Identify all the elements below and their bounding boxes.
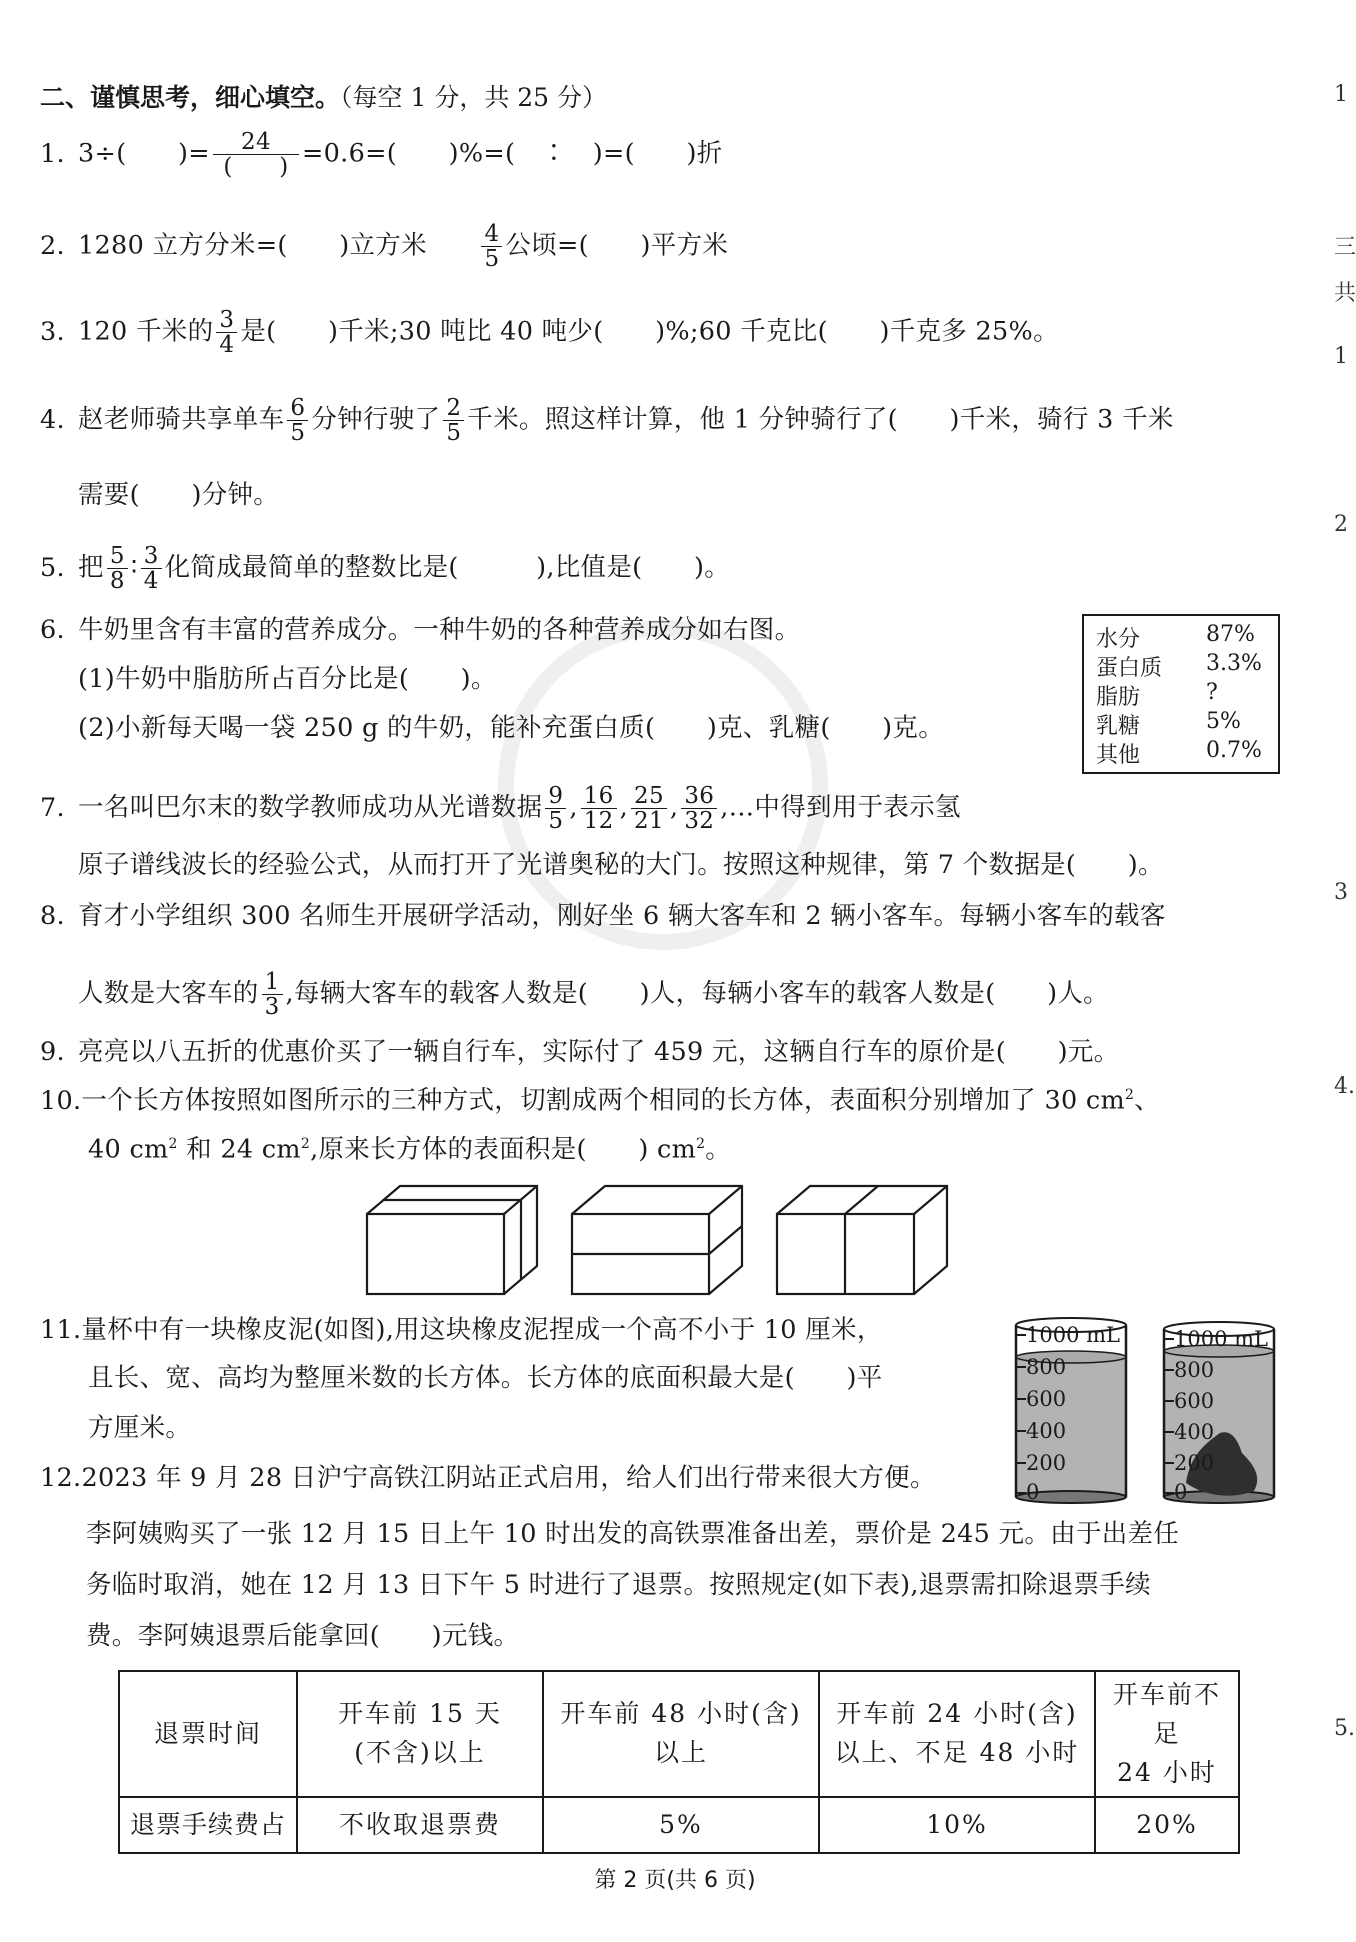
fraction-numerator: 3 <box>219 307 235 333</box>
q8-part-a: 人数是大客车的 <box>78 978 259 1009</box>
header-line: 开车前 24 小时(含) <box>836 1699 1078 1729</box>
fraction-numerator: 2 <box>446 395 462 421</box>
margin-fragment: 共 <box>1334 281 1356 306</box>
margin-fragment: 5. <box>1334 1716 1355 1741</box>
nutrient-value: ? <box>1206 680 1218 705</box>
q1-part-b: =0.6=( )%=( ∶ )=( )折 <box>301 138 723 169</box>
fraction-denominator: 32 <box>681 808 717 833</box>
nutrient-value: 0.7% <box>1206 738 1262 763</box>
fraction-numerator: 16 <box>583 783 614 809</box>
fraction-denominator: 5 <box>287 420 308 445</box>
q7-part-b: ,…中得到用于表示氢 <box>720 792 961 823</box>
cup-1-label-800: 800 <box>1026 1355 1067 1379</box>
cup-2-label-0: 0 <box>1174 1480 1188 1504</box>
cuboid-cut-3 <box>777 1186 947 1294</box>
table-cell: 20% <box>1095 1797 1239 1853</box>
table-header-cell <box>1095 1671 1239 1797</box>
cuboid-cut-1 <box>367 1186 537 1294</box>
question-12-line-4: 费。李阿姨退票后能拿回( )元钱。 <box>86 1621 520 1651</box>
q5-part-b: 化简成最简单的整数比是( ),比值是( )。 <box>164 552 731 583</box>
table-cell: 不收取退票费 <box>297 1797 543 1853</box>
question-number: 7. <box>40 792 65 823</box>
table-cell: 10% <box>819 1797 1095 1853</box>
question-number: 1. <box>40 138 65 169</box>
refund-fee-table <box>118 1670 1240 1854</box>
superscript: 2 <box>696 1136 706 1152</box>
fraction-numerator: 1 <box>264 969 280 995</box>
header-line: 开车前 15 天 <box>338 1699 502 1729</box>
table-header-cell <box>819 1671 1095 1797</box>
question-7-line-2: 原子谱线波长的经验公式，从而打开了光谱奥秘的大门。按照这种规律，第 7 个数据是( )。 <box>78 850 1164 880</box>
question-number: 5. <box>40 552 65 583</box>
table-header-cell: 退票时间 <box>119 1671 297 1797</box>
margin-fragment: 3 <box>1334 880 1348 905</box>
question-number: 2. <box>40 230 65 261</box>
q6-text: 牛奶里含有丰富的营养成分。一种牛奶的各种营养成分如右图。 <box>78 615 801 645</box>
cup-1-label-200: 200 <box>1026 1451 1067 1475</box>
question-number: 3. <box>40 316 65 347</box>
fraction-numerator: 25 <box>634 783 664 809</box>
q7-separator: , <box>669 792 679 823</box>
nutrient-value: 3.3% <box>1206 651 1262 676</box>
fraction-numerator: 36 <box>684 783 715 809</box>
q4-part-c: 千米。照这样计算，他 1 分钟骑行了( )千米，骑行 3 千米 <box>467 404 1174 435</box>
section-heading-score: （每空 1 分，共 25 分） <box>340 83 608 112</box>
q10-part-b: 、 <box>1134 1085 1161 1116</box>
fraction-numerator: 9 <box>548 783 564 809</box>
q4-part-a: 赵老师骑共享单车 <box>78 404 285 435</box>
q7-part-a: 一名叫巴尔末的数学教师成功从光谱数据 <box>78 792 543 823</box>
q9-text: 亮亮以八五折的优惠价买了一辆自行车，实际付了 459 元，这辆自行车的原价是( )元。 <box>78 1037 1120 1067</box>
cup-2-label-1000: 1000 mL <box>1174 1327 1268 1351</box>
fraction-numerator: 4 <box>484 221 500 247</box>
superscript: 2 <box>300 1136 311 1152</box>
q11-line-1: 量杯中有一块橡皮泥(如图),用这块橡皮泥捏成一个高不小于 10 厘米， <box>81 1315 883 1345</box>
question-4-line-2: 需要( )分钟。 <box>78 480 280 510</box>
fraction-denominator: 4 <box>216 332 237 357</box>
question-number: 6. <box>40 615 65 645</box>
q4-part-b: 分钟行驶了 <box>311 404 441 435</box>
cup-2-label-400: 400 <box>1174 1420 1215 1444</box>
margin-fragment: 1 <box>1334 82 1348 107</box>
question-11-line-3: 方厘米。 <box>88 1413 192 1443</box>
cup-1-label-0: 0 <box>1026 1480 1040 1504</box>
fraction-denominator: 12 <box>581 808 617 833</box>
header-line: 开车前 48 小时(含) <box>560 1699 802 1729</box>
fraction-denominator: 4 <box>141 568 162 593</box>
question-6-sub-1: (1)牛奶中脂肪所占百分比是( )。 <box>78 664 497 694</box>
q10-text: 和 24 cm <box>177 1134 301 1165</box>
table-header-cell <box>543 1671 819 1797</box>
fraction-numerator: 3 <box>143 543 159 569</box>
question-12-line-3: 务临时取消，她在 12 月 13 日下午 5 时进行了退票。按照规定(如下表),退票需扣除退票手续 <box>86 1570 1151 1600</box>
fraction-denominator: 3 <box>262 994 283 1019</box>
question-number: 8. <box>40 901 65 931</box>
q5-part-a: 把 <box>78 552 104 583</box>
fraction-denominator: 21 <box>631 808 667 833</box>
q10-text: ,原来长方体的表面积是( ) cm <box>310 1134 697 1165</box>
cup-2-label-200: 200 <box>1174 1451 1215 1475</box>
margin-fragment: 2 <box>1334 512 1348 537</box>
q8-part-b: ,每辆大客车的载客人数是( )人，每辆小客车的载客人数是( )人。 <box>285 978 1109 1009</box>
fraction-denominator: 5 <box>443 420 464 445</box>
nutrient-name: 水分 <box>1096 627 1141 652</box>
table-header-cell <box>297 1671 543 1797</box>
q3-part-a: 120 千米的 <box>78 316 214 347</box>
nutrient-name: 蛋白质 <box>1096 656 1163 681</box>
section-heading-title: 二、谨慎思考，细心填空。 <box>40 83 341 112</box>
question-12 <box>40 1463 936 1493</box>
nutrient-value: 87% <box>1206 622 1255 647</box>
question-number: 11. <box>40 1315 82 1345</box>
q10-text: 40 cm <box>88 1134 169 1165</box>
q8-text: 育才小学组织 300 名师生开展研学活动，刚好坐 6 辆大客车和 2 辆小客车。每辆小客车的载客 <box>78 901 1166 931</box>
cuboid-cut-2 <box>572 1186 742 1294</box>
margin-fragment: 三 <box>1334 235 1356 260</box>
q12-line-1: 2023 年 9 月 28 日沪宁高铁江阴站正式启用，给人们出行带来很大方便。 <box>81 1463 936 1493</box>
cup-1-label-1000: 1000 mL <box>1026 1323 1120 1347</box>
header-line: 开车前不足 <box>1112 1680 1221 1748</box>
question-6-sub-2: (2)小新每天喝一袋 250 g 的牛奶，能补充蛋白质( )克、乳糖( )克。 <box>78 713 945 743</box>
margin-fragment: 1 <box>1334 344 1348 369</box>
question-12-line-2: 李阿姨购买了一张 12 月 15 日上午 10 时出发的高铁票准备出差，票价是 245 元。由于出差任 <box>86 1519 1180 1549</box>
header-line: 以上 <box>653 1738 708 1768</box>
nutrient-value: 5% <box>1206 709 1241 734</box>
fraction-denominator: ( ) <box>213 154 299 179</box>
question-11 <box>40 1315 883 1345</box>
nutrient-name: 脂肪 <box>1096 685 1141 710</box>
cup-1-label-600: 600 <box>1026 1387 1067 1411</box>
q10-part-a: 一个长方体按照如图所示的三种方式，切割成两个相同的长方体，表面积分别增加了 30 cm <box>81 1085 1125 1116</box>
q5-colon: ∶ <box>130 552 138 583</box>
cup-1-label-400: 400 <box>1026 1419 1067 1443</box>
q7-separator: , <box>619 792 629 823</box>
superscript: 2 <box>1125 1087 1135 1103</box>
table-cell: 退票手续费占 <box>119 1797 297 1853</box>
question-number: 4. <box>40 404 65 435</box>
q7-separator: , <box>569 792 578 823</box>
header-line: (不含)以上 <box>354 1738 486 1768</box>
nutrient-name: 其他 <box>1096 743 1141 768</box>
fraction-denominator: 8 <box>107 568 128 593</box>
q10-text: 。 <box>705 1134 732 1165</box>
margin-fragment: 4. <box>1334 1074 1355 1099</box>
header-line: 24 小时 <box>1117 1757 1217 1787</box>
fraction-numerator: 5 <box>109 543 125 569</box>
table-cell: 5% <box>543 1797 819 1853</box>
superscript: 2 <box>168 1136 178 1152</box>
question-11-line-2: 且长、宽、高均为整厘米数的长方体。长方体的底面积最大是( )平 <box>88 1363 883 1393</box>
q2-part-b: 公顷=( )平方米 <box>505 230 729 261</box>
measuring-cups <box>1010 1315 1290 1505</box>
question-number: 12. <box>40 1463 82 1493</box>
nutrient-name: 乳糖 <box>1096 714 1141 739</box>
q2-part-a: 1280 立方分米=( )立方米 <box>78 230 479 261</box>
page-footer: 第 2 页(共 6 页) <box>594 1868 756 1893</box>
cup-2-label-800: 800 <box>1174 1358 1215 1382</box>
q3-part-b: 是( )千米;30 吨比 40 吨少( )%;60 千克比( )千克多 25%。 <box>240 316 1059 347</box>
fraction-denominator: 5 <box>481 246 502 271</box>
q1-part-a: 3÷( )= <box>78 138 210 169</box>
fraction-numerator: 24 <box>241 129 271 155</box>
fraction-denominator: 5 <box>545 808 566 833</box>
cup-2-label-600: 600 <box>1174 1389 1215 1413</box>
table-row <box>119 1797 1239 1853</box>
question-number: 9. <box>40 1037 65 1067</box>
header-line: 以上、不足 48 小时 <box>834 1738 1080 1768</box>
question-number: 10. <box>40 1085 82 1116</box>
fraction-numerator: 6 <box>290 395 306 421</box>
table-row <box>119 1671 1239 1797</box>
